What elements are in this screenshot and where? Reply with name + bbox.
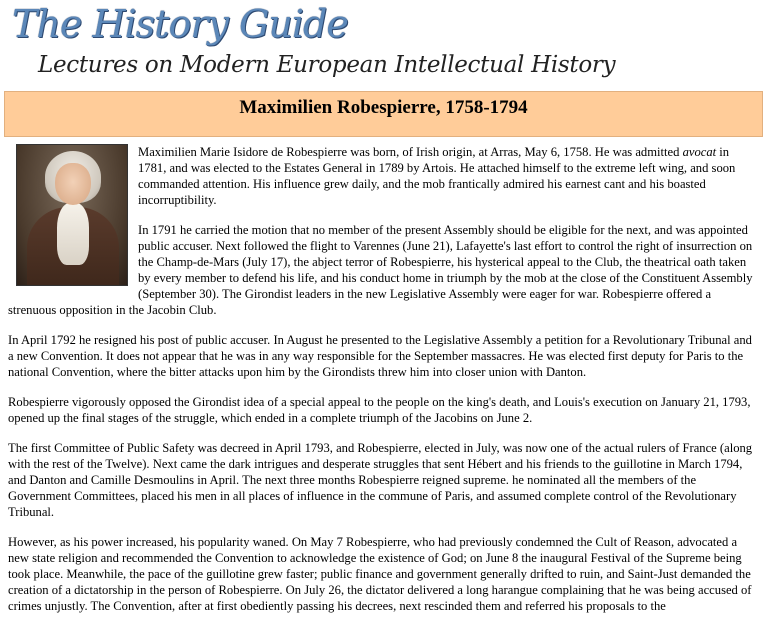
portrait-jabot [57, 203, 89, 265]
page-title-banner [4, 91, 763, 137]
paragraph-2: In 1791 he carried the motion that no member of the present Assembly should be eligible for the next, and was appointed public accuser. Next followed the flight to Varennes (June 21), Lafayette's last effort to control the right of insurrection on the Champ-de-Mars (July 17), the abject terror of Robespierre, his hysterical appeal to the Club, the theatrical oath taken by every member to defend his life, and his conduct home in triumph by the mob at the close of the Constituent Assembly (September 30). The Girondist leaders in the new Legislative Assembly were eager for war. Robespierre offered a strenuous opposition in the Jacobin Club. [8, 223, 753, 317]
paragraph-4: Robespierre vigorously opposed the Girondist idea of a special appeal to the people on the king's death, and Louis's execution on January 21, 1793, opened up the final stages of the struggle, which ended in a complete triumph of the Jacobins on June 2. [8, 395, 751, 425]
page-title: Maximilien Robespierre, 1758-1794 [239, 97, 528, 118]
paragraph-5: The first Committee of Public Safety was decreed in April 1793, and Robespierre, elected in July, was now one of the actual rulers of France (along with the rest of the Twelve). Next came the dark intrigues and desperate struggles that sent Hébert and his friends to the guillotine in March 1794, and Danton and Camille Desmoulins in April. The next three months Robespierre reigned supreme. he nominated all the members of the Government Committees, placed his men in all places of influence in the commune of Paris, and assumed complete control of the Revolutionary Tribunal. [8, 441, 753, 519]
portrait-face [55, 163, 91, 205]
robespierre-portrait-image [16, 144, 128, 286]
paragraph-1-avocat: avocat [682, 145, 717, 159]
site-logo-subtitle[interactable]: Lectures on Modern European Intellectual History [38, 52, 616, 78]
paragraph-1-part-b: in 1781, and was elected to the Estates General in 1789 by Artois. He attached himself to the extreme left wing, and soon commanded attention. His influence grew daily, and the mob frantically admired his earnest cant and his boasted incorruptibility. [138, 145, 736, 207]
paragraph-1-part-a: Maximilien Marie Isidore de Robespierre was born, of Irish origin, at Arras, May 6, 1758. He was admitted [138, 145, 683, 159]
paragraph-6: However, as his power increased, his popularity waned. On May 7 Robespierre, who had previously condemned the Cult of Reason, advocated a new state religion and recommended the Convention to acknowledge the existence of God; on June 8 the inaugural Festival of the Supreme being took place. Meanwhile, the pace of the guillotine grew faster; public finance and government generally drifted to ruin, and Saint-Just demanded the creation of a dictatorship in the person of Robespierre. On July 26, the dictator delivered a long harangue complaining that he was being accused of crimes unjustly. The Convention, after at first obediently passing his decrees, next rescinded them and referred his proposals to the [8, 535, 752, 613]
site-header [0, 0, 767, 90]
paragraph-3: In April 1792 he resigned his post of public accuser. In August he presented to the Legislative Assembly a petition for a Revolutionary Tribunal and a new Convention. It does not appear that he was in any way responsible for the September massacres. He was elected first deputy for Paris to the national Convention, where the bitter attacks upon him by the Girondists threw him into closer union with Danton. [8, 333, 752, 379]
article-body [8, 144, 760, 628]
site-logo-title[interactable]: The History Guide [12, 2, 348, 46]
